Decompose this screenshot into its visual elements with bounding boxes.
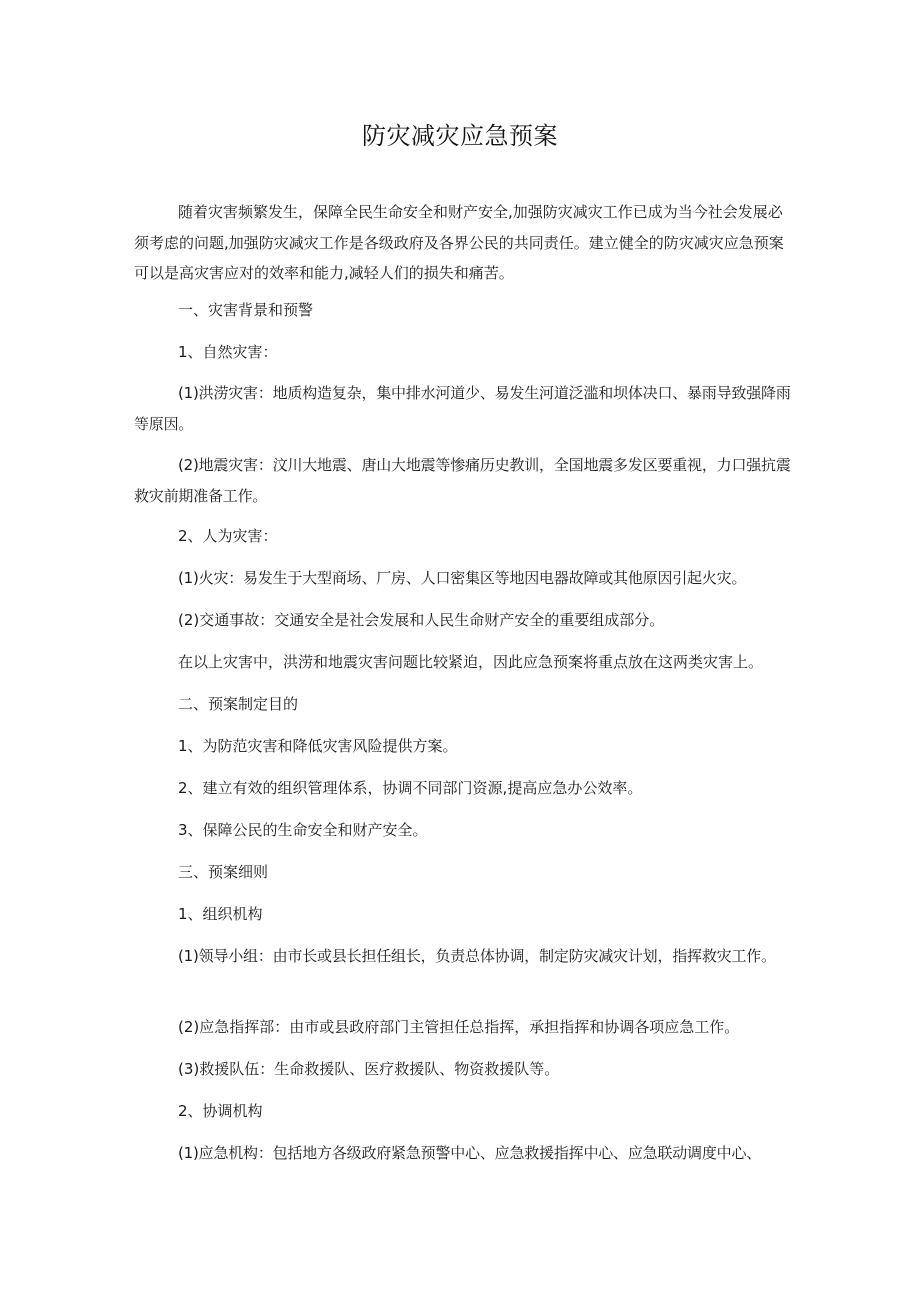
subsection-heading: 2、协调机构 bbox=[178, 1102, 263, 1120]
list-item: 3、保障公民的生命安全和财产安全。 bbox=[178, 821, 428, 839]
section-heading-1: 一、灾害背景和预警 bbox=[178, 301, 314, 319]
subsection-heading: 1、组织机构 bbox=[178, 905, 263, 923]
document-title: 防灾减灾应急预案 bbox=[362, 122, 558, 150]
summary-paragraph: 在以上灾害中，洪涝和地震灾害问题比较紧迫，因此应急预案将重点放在这两类灾害上。 bbox=[178, 653, 764, 671]
section-heading-3: 三、预案细则 bbox=[178, 863, 269, 881]
list-item: 2、建立有效的组织管理体系，协调不同部门资源,提高应急办公效率。 bbox=[178, 779, 643, 797]
list-item: (1)火灾：易发生于大型商场、厂房、人口密集区等地因电器故障或其他原因引起火灾。 bbox=[178, 569, 747, 587]
subsection-heading: 1、自然灾害： bbox=[178, 343, 278, 361]
list-item: (2)地震灾害：汶川大地震、唐山大地震等惨痛历史教训，全国地震多发区要重视，力口强抗震救灾前期准备工作。 bbox=[134, 456, 791, 505]
subsection-heading: 2、人为灾害： bbox=[178, 527, 278, 545]
list-item: 1、为防范灾害和降低灾害风险提供方案。 bbox=[178, 737, 458, 755]
list-item: (1)洪涝灾害：地质构造复杂，集中排水河道少、易发生河道泛滥和坝体决口、暴雨导致强降雨等原因。 bbox=[134, 384, 791, 433]
intro-paragraph: 随着灾害频繁发生，保障全民生命安全和财产安全,加强防灾减灾工作已成为当今社会发展必须考虑的问题,加强防灾减灾工作是各级政府及各界公民的共同责任。建立健全的防灾减灾应急预案可以是高灾害应对的效率和能力,减轻人们的损失和痛苦。 bbox=[134, 203, 784, 282]
list-item: (3)救援队伍：生命救援队、医疗救援队、物资救援队等。 bbox=[178, 1060, 560, 1078]
list-item: (2)交通事故：交通安全是社会发展和人民生命财产安全的重要组成部分。 bbox=[178, 611, 665, 629]
list-item: (1)领导小组：由市长或县长担任组长，负责总体协调，制定防灾减灾计划，指挥救灾工作。 bbox=[178, 947, 776, 965]
list-item: (1)应急机构：包括地方各级政府紧急预警中心、应急救援指挥中心、应急联动调度中心、 bbox=[178, 1144, 762, 1162]
list-item: (2)应急指挥部：由市或县政府部门主管担任总指挥，承担指挥和协调各项应急工作。 bbox=[178, 1018, 740, 1036]
section-heading-2: 二、预案制定目的 bbox=[178, 695, 299, 713]
